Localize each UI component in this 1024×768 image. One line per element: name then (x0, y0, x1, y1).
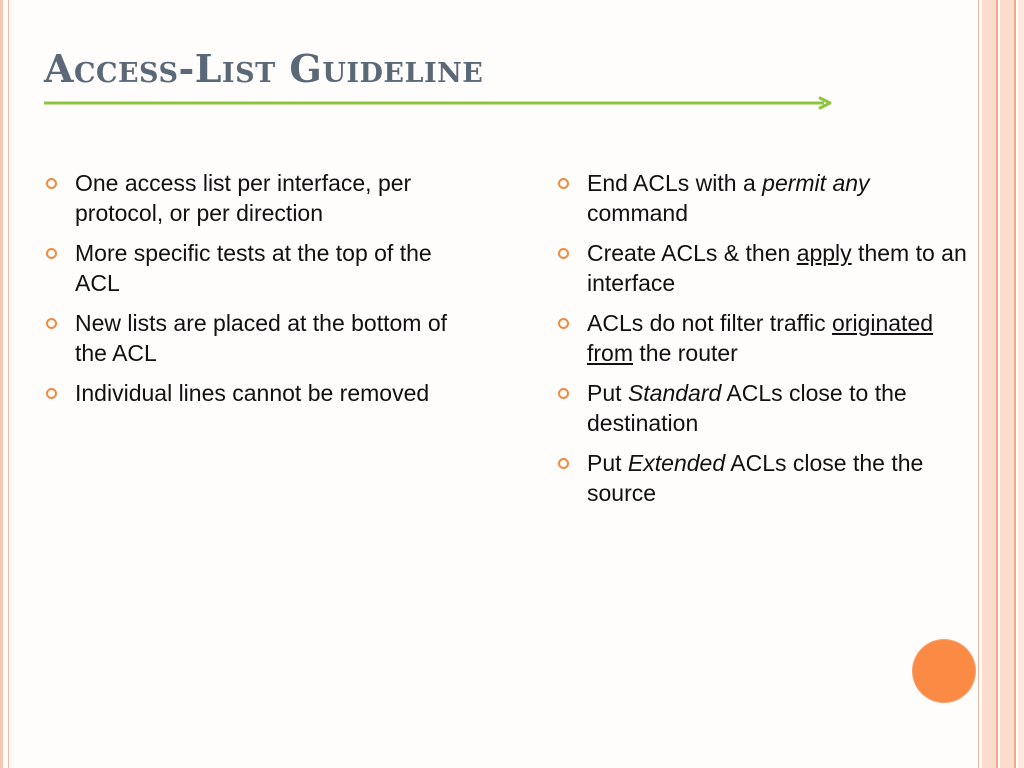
bullet-item (44, 238, 464, 298)
bullet-text-pre: Create ACLs & then (587, 240, 797, 266)
bullet-item (556, 168, 976, 228)
left-bullet-list (44, 168, 464, 418)
title-arrow-rule (44, 96, 834, 110)
bullet-circle-icon (46, 388, 57, 399)
bullet-text: Individual lines cannot be removed (75, 380, 430, 406)
right-stripe (1018, 0, 1024, 768)
bullet-text-post: command (587, 200, 688, 226)
bullet-circle-icon (46, 178, 57, 189)
bullet-circle-icon (558, 458, 569, 469)
bullet-text: One access list per interface, per protocol, or per direction (75, 170, 412, 226)
bullet-text-italic: Standard (627, 380, 722, 406)
left-border-stripe (0, 0, 3, 768)
bullet-text: New lists are placed at the bottom of the ACL (75, 310, 448, 366)
bullet-item (44, 168, 464, 228)
slide-title: Access-List Guideline (44, 46, 484, 91)
bullet-circle-icon (46, 248, 57, 259)
bullet-text-italic: Extended (627, 450, 726, 476)
bullet-circle-icon (558, 248, 569, 259)
bullet-circle-icon (558, 388, 569, 399)
bullet-text: More specific tests at the top of the ACL (75, 240, 432, 296)
right-stripe (978, 0, 979, 768)
orange-circle-decoration (913, 640, 975, 702)
right-stripe (1000, 0, 1014, 768)
bullet-text-underlined: apply (796, 240, 852, 266)
bullet-circle-icon (558, 318, 569, 329)
bullet-text-pre: ACLs do not filter traffic (587, 310, 833, 336)
bullet-text-pre: Put (587, 450, 628, 476)
bullet-text-post: ACLs close to the destination (587, 380, 907, 436)
right-stripe (1014, 0, 1016, 768)
bullet-item (556, 238, 976, 298)
right-stripe (982, 0, 996, 768)
bullet-item (44, 308, 464, 368)
bullet-circle-icon (46, 318, 57, 329)
bullet-circle-icon (558, 178, 569, 189)
bullet-text-underlined: originated from (587, 310, 934, 366)
bullet-item (556, 448, 976, 508)
right-stripe (996, 0, 998, 768)
bullet-item (556, 378, 976, 438)
bullet-text-pre: Put (587, 380, 628, 406)
bullet-text-pre: End ACLs with a (587, 170, 763, 196)
bullet-text-post: them to an interface (587, 240, 967, 296)
right-bullet-list (556, 168, 976, 518)
left-border-line (8, 0, 9, 768)
bullet-text-post: the router (633, 340, 738, 366)
right-border-stripes (978, 0, 1024, 768)
bullet-text-italic: permit any (762, 170, 870, 196)
bullet-item (44, 378, 464, 408)
bullet-text-post: ACLs close the the source (587, 450, 924, 506)
bullet-item (556, 308, 976, 368)
